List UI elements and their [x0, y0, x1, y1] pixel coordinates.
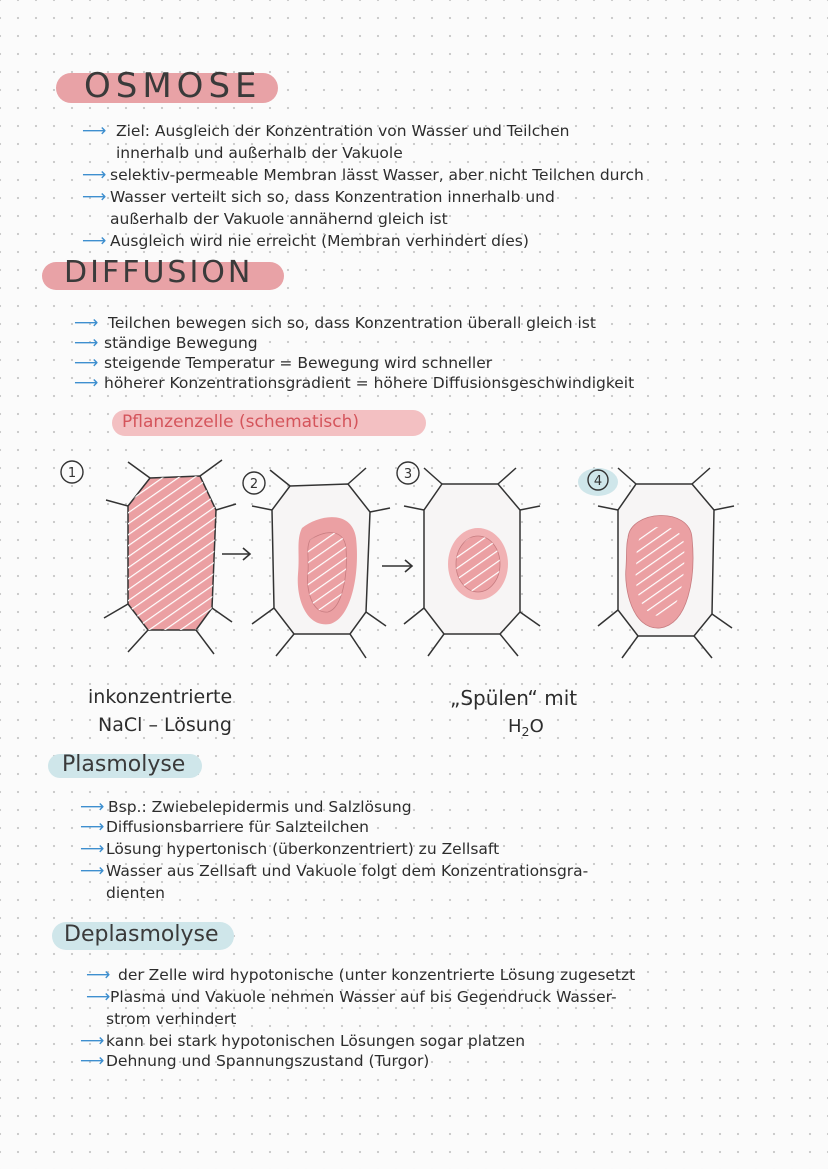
deplasmolyse-line-3: strom verhindert: [106, 1010, 237, 1028]
deplasmolyse-line-2: Plasma und Vakuole nehmen Wasser auf bis Gegendruck Wasser-: [110, 988, 617, 1006]
diffusion-title: DIFFUSION: [64, 255, 254, 290]
arrow-icon: ⟶: [82, 121, 107, 141]
plasmolyse-line-5: dienten: [106, 884, 165, 902]
deplasmolyse-title: Deplasmolyse: [64, 922, 219, 947]
arrow-icon: ⟶: [74, 313, 99, 333]
step-number-1: [61, 461, 83, 483]
arrow-icon: ⟶: [82, 165, 107, 185]
label-rinse-with: „Spülen“ mit: [450, 686, 578, 710]
osmose-line-3: selektiv-permeable Membran lässt Wasser, aber nicht Teilchen durch: [110, 166, 644, 184]
plasmolyse-line-3: Lösung hypertonisch (überkonzentriert) zu Zellsaft: [106, 840, 500, 858]
plasmolyse-line-2: Diffusionsbarriere für Salzteilchen: [106, 818, 369, 836]
cell-2: [249, 468, 390, 658]
deplasmolyse-line-4: kann bei stark hypotonischen Lösungen sogar platzen: [106, 1032, 526, 1050]
step-number-4: [578, 468, 618, 496]
arrow-icon: ⟶: [80, 839, 105, 859]
step-number-3: [397, 462, 419, 484]
osmose-line-6: Ausgleich wird nie erreicht (Membran verhindert dies): [110, 232, 529, 250]
arrow-icon: ⟶: [80, 1031, 105, 1051]
arrow-icon: ⟶: [86, 987, 111, 1007]
diffusion-line-3: steigende Temperatur = Bewegung wird schneller: [104, 354, 493, 372]
h2o-subscript: 2: [521, 723, 530, 739]
arrow-icon: ⟶: [74, 373, 99, 393]
label-inconcentrated: inkonzentrierte: [88, 686, 233, 708]
osmose-line-1: Ziel: Ausgleich der Konzentration von Wasser und Teilchen: [116, 122, 570, 140]
cell-4: [598, 468, 734, 658]
cell-1: [104, 460, 236, 654]
plasmolyse-line-4: Wasser aus Zellsaft und Vakuole folgt dem Konzentrationsgra-: [106, 862, 589, 880]
osmose-line-5: außerhalb der Vakuole annähernd gleich ist: [110, 210, 448, 228]
arrow-icon: ⟶: [74, 333, 99, 353]
diffusion-line-2: ständige Bewegung: [104, 334, 258, 352]
arrow-icon: ⟶: [74, 353, 99, 373]
arrow-icon: ⟶: [80, 797, 105, 817]
arrow-right-icon: [222, 548, 250, 560]
plasmolyse-title: Plasmolyse: [62, 752, 186, 777]
deplasmolyse-line-1: der Zelle wird hypotonische (unter konzentrierte Lösung zugesetzt: [118, 966, 636, 984]
diffusion-line-4: höherer Konzentrationsgradient = höhere Diffusionsgeschwindigkeit: [104, 374, 635, 392]
svg-text:3: 3: [403, 467, 413, 482]
cell-3: [404, 468, 540, 656]
osmose-line-4: Wasser verteilt sich so, dass Konzentration innerhalb und: [110, 188, 555, 206]
diagram-title: Pflanzenzelle (schematisch): [122, 412, 360, 432]
plasmolyse-line-1: Bsp.: Zwiebelepidermis und Salzlösung: [108, 798, 412, 816]
arrow-icon: ⟶: [86, 965, 111, 985]
osmose-title: OSMOSE: [84, 66, 262, 106]
step-number-2: [243, 472, 265, 494]
arrow-icon: ⟶: [80, 817, 105, 837]
deplasmolyse-line-5: Dehnung und Spannungszustand (Turgor): [106, 1052, 430, 1070]
arrow-icon: ⟶: [80, 1051, 105, 1071]
h2o-h: H: [508, 716, 522, 737]
label-h2o: [508, 716, 544, 739]
svg-text:1: 1: [67, 466, 77, 481]
diffusion-line-1: Teilchen bewegen sich so, dass Konzentration überall gleich ist: [108, 314, 596, 332]
svg-text:4: 4: [593, 474, 603, 489]
label-nacl-solution: NaCl – Lösung: [98, 714, 232, 736]
osmose-line-2: innerhalb und außerhalb der Vakuole: [116, 144, 403, 162]
h2o-o: O: [529, 716, 544, 737]
arrow-icon: ⟶: [82, 231, 107, 251]
arrow-icon: ⟶: [82, 187, 107, 207]
arrow-right-icon: [382, 560, 412, 572]
arrow-icon: ⟶: [80, 861, 105, 881]
plant-cell-diagram: [0, 448, 828, 678]
svg-text:2: 2: [249, 477, 259, 492]
